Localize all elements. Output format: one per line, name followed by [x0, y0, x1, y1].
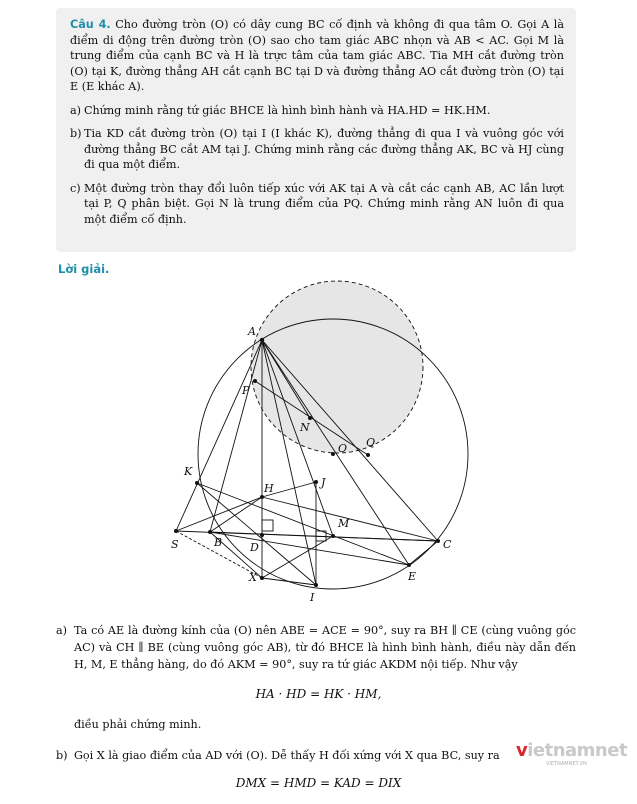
solution-part-b — [56, 747, 576, 764]
solution-part-a-conclusion — [56, 716, 576, 733]
point-label: K — [184, 465, 193, 478]
part-label: a) — [56, 624, 68, 637]
right-angle-mark — [262, 520, 273, 531]
logo-v: v — [516, 740, 528, 761]
problem-label: Câu 4. — [70, 18, 111, 31]
point-label: O — [338, 442, 348, 455]
equation-a: HA · HD = HK · HM, — [255, 687, 382, 701]
conclusion-text: điều phải chứng minh. — [74, 718, 202, 731]
point-label: N — [300, 421, 310, 434]
solution-part-a — [56, 622, 576, 673]
part-text: Chứng minh rằng tứ giác BHCE là hình bình hành và HA.HD = HK.HM. — [84, 103, 491, 117]
equation-b: DMX = HMD = KAD = DIX — [235, 776, 402, 790]
point-label: J — [321, 476, 326, 489]
point-label: Q — [366, 436, 376, 449]
line-hc — [262, 497, 438, 541]
problem-intro-text: Cho đường tròn (O) có dây cung BC cố định và không đi qua tâm O. Gọi A là điểm di động trên đường tròn (O) sao cho tam giác ABC nhọn và AB < AC. Gọi M là trung điểm của cạnh BC và H là trực tâm của tam giác ABC. Tia MH cắt đường tròn (O) tại K, đường thẳng AH cắt cạnh BC tại D và đường thẳng AO cắt đường tròn (O) tại E (E khác A). — [70, 18, 565, 93]
point-label: E — [408, 570, 417, 583]
line-xi — [262, 578, 316, 585]
tangent-circle — [251, 281, 423, 453]
point-label: I — [310, 591, 315, 604]
point-label: M — [338, 517, 350, 530]
part-a-text: Ta có AE là đường kính của (O) nên ABE = ACE = 90°, suy ra BH ∥ CE (cùng vuông góc AC) và CH ∥ BE (cùng vuông góc AB), từ đó BHCE là hình bình hành, điều này dẫn đến H, M, E thẳng hàng, do đó AKM = 90°, suy ra tứ giác AKDM nội tiếp. Như vậy — [74, 624, 576, 671]
line-ce — [409, 541, 438, 565]
point-label: B — [214, 536, 223, 549]
point-label: D — [250, 541, 259, 554]
point-label: S — [171, 538, 179, 551]
vietnamnet-logo — [516, 740, 627, 761]
point-label: X — [249, 571, 257, 584]
point-label: P — [242, 384, 250, 397]
solution-title: Lời giải. — [58, 262, 110, 276]
point-label: A — [248, 325, 256, 338]
line-be — [210, 532, 409, 565]
part-label: b) — [56, 749, 68, 762]
part-text: Một đường tròn thay đổi luôn tiếp xúc với AK tại A và cắt các cạnh AB, AC lần lượt tại P, Q phân biệt. Gọi N là trung điểm của PQ. Chứng minh rằng AN luôn đi qua một điểm cố định. — [84, 181, 564, 226]
line-ke — [197, 483, 409, 565]
part-label: a) — [70, 103, 82, 117]
part-label: b) — [70, 127, 82, 140]
part-text: Tia KD cắt đường tròn (O) tại I (I khác K), đường thẳng đi qua I và vuông góc với đường thẳng BC cắt AM tại J. Chứng minh rằng các đường thẳng AK, BC và HJ cùng đi qua một điểm. — [84, 127, 564, 171]
point-label: H — [264, 482, 274, 495]
logo-subtext: VIETNAMNET.VN — [546, 761, 587, 767]
logo-text: ietnamnet — [527, 740, 628, 761]
point-label: C — [443, 538, 452, 551]
line-ki — [197, 483, 316, 585]
part-b-text: Gọi X là giao điểm của AD với (O). Dễ thấy H đối xứng với X qua BC, suy ra — [74, 749, 500, 762]
part-label: c) — [70, 181, 81, 195]
